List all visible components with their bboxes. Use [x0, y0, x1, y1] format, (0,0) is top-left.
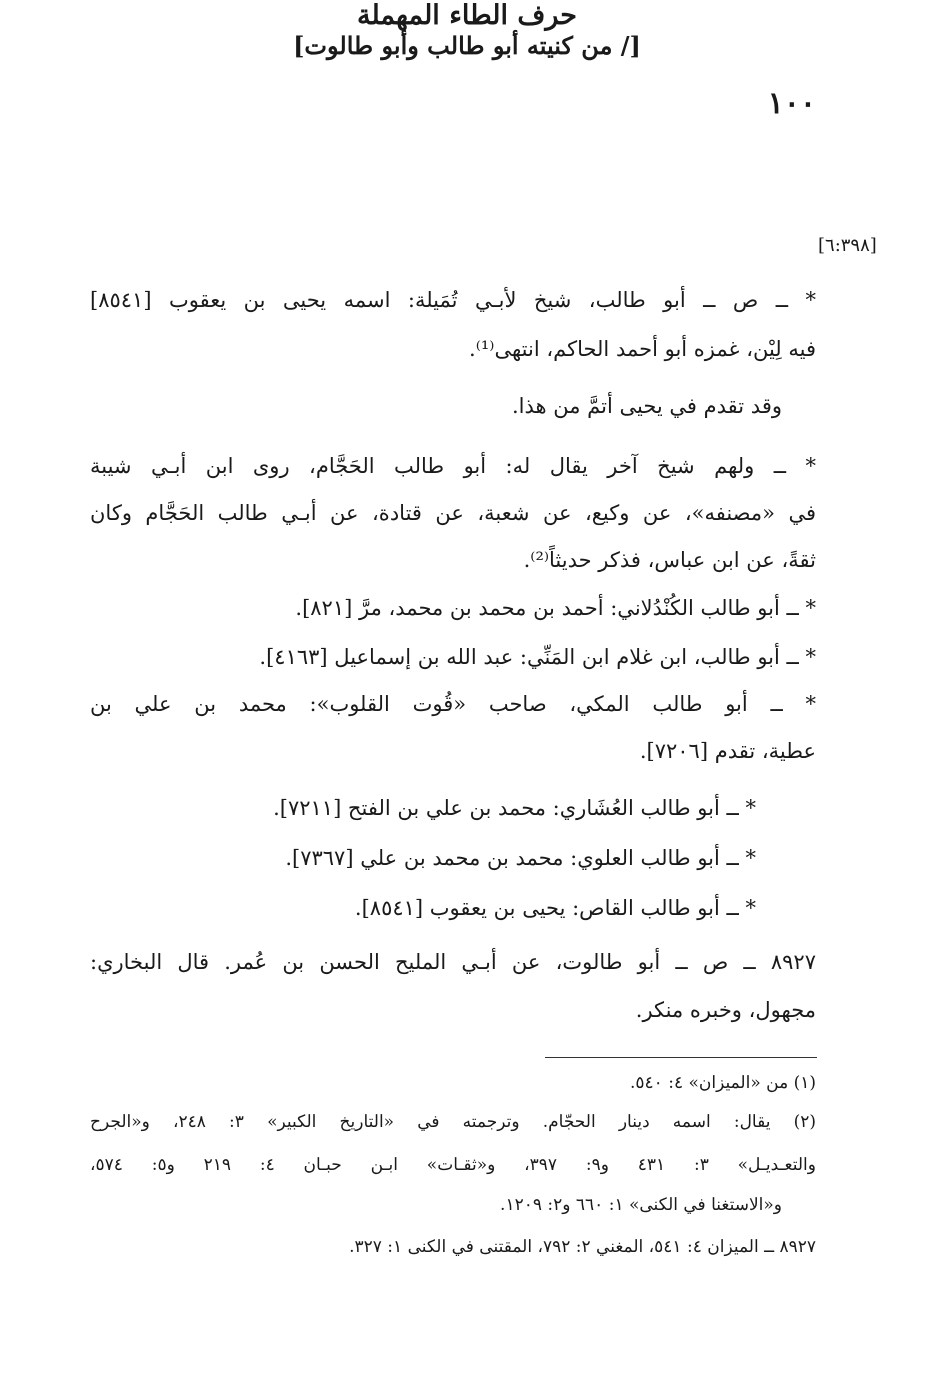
text-line: * ــ أبو طالب القاص: يحيى بن يعقوب [٨٥٤١]. — [354, 896, 756, 920]
chapter-heading: حرف الطاء المهملة — [357, 0, 577, 31]
text-line: ثقةً، عن ابن عباس، فذكر حديثاً⁽²⁾. — [523, 548, 816, 572]
text-line: * ــ أبو طالب العُشَاري: محمد بن علي بن الفتح [٧٢١١]. — [273, 796, 756, 820]
section-subheading: [/ من كنيته أبو طالب وأبو طالوت] — [293, 31, 641, 60]
page-number: ١٠٠ — [767, 86, 816, 121]
text-line: عطية، تقدم [٧٢٠٦]. — [639, 739, 816, 763]
text-line: * ــ أبو طالب الكُنْدُلاني: أحمد بن محمد بن محمد، مرَّ [٨٢١]. — [295, 596, 816, 620]
text-line: * ــ أبو طالب العلوي: محمد بن محمد بن علي [٧٣٦٧]. — [285, 846, 756, 870]
footnote: والتعـديـل» ٣: ٤٣١ و٩: ٣٩٧، و«ثقـات» ابـن حبـان ٤: ٢١٩ و٥: ٥٧٤، — [90, 1155, 816, 1175]
text-line: في «مصنفه»، عن وكيع، عن شعبة، عن قتادة، عن أبـي طالب الحَجَّام وكان — [90, 501, 816, 525]
text-line: وقد تقدم في يحيى أتمَّ من هذا. — [511, 394, 782, 418]
text-line: * ــ أبو طالب، ابن غلام ابن المَنِّي: عبد الله بن إسماعيل [٤١٦٣]. — [259, 645, 816, 669]
text-line: * ــ ولهم شيخ آخر يقال له: أبو طالب الحَجَّام، روى ابن أبـي شيبة — [90, 454, 816, 478]
text-line: فيه لِيْن، غمزه أبو أحمد الحاكم، انتهى⁽¹⁾. — [469, 337, 816, 361]
text-line: مجهول، وخبره منكر. — [635, 998, 816, 1022]
text-line: * ــ أبو طالب المكي، صاحب «قُوت القلوب»: محمد بن علي بن — [90, 692, 816, 716]
text-line: ٨٩٢٧ ــ ص ــ أبو طالوت، عن أبـي المليح الحسن بن عُمر. قال البخاري: — [90, 950, 816, 974]
footnote: (٢) يقال: اسمه دينار الحجّام. وترجمته في «التاريخ الكبير» ٣: ٢٤٨، و«الجرح — [90, 1112, 817, 1132]
footnote: ٨٩٢٧ ــ الميزان ٤: ٥٤١، المغني ٢: ٧٩٢، المقتنى في الكنى ١: ٣٢٧. — [349, 1237, 816, 1257]
text-line: * ــ ص ــ أبو طالب، شيخ لأبـي تُمَيلة: اسمه يحيى بن يعقوب [٨٥٤١] — [90, 288, 816, 312]
footnote: (١) من «الميزان» ٤: ٥٤٠. — [629, 1073, 816, 1093]
footnote: و«الاستغنا في الكنى» ١: ٦٦٠ و٢: ١٢٠٩. — [500, 1195, 782, 1215]
footnote-separator — [545, 1057, 817, 1058]
margin-reference: [٦:٣٩٨] — [818, 235, 877, 256]
